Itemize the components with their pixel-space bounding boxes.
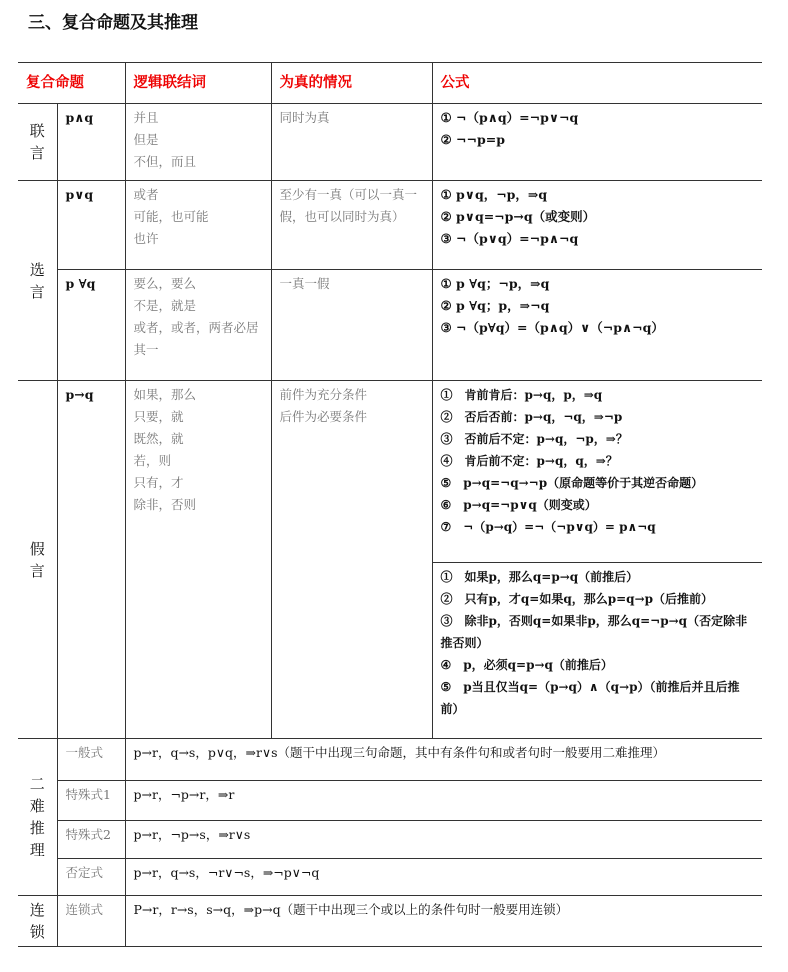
formula: ③ ¬（p∨q）=¬p∧¬q (440, 231, 579, 246)
variant-name: 特殊式2 (57, 821, 125, 859)
formula: ① 肯前肯后：p→q，p，⇒q (440, 388, 603, 402)
truth-cell: 同时为真 (271, 104, 432, 181)
connective: 若，则 (133, 453, 172, 468)
connective: 或者 (133, 187, 159, 202)
truth-line: 前件为充分条件 (279, 387, 368, 402)
formula: ④ 肯后前不定：p→q，q，⇒？ (440, 454, 618, 468)
form-cell: p∨q (57, 181, 125, 270)
truth-cell (271, 381, 432, 739)
formula: ② ¬¬p=p (440, 132, 505, 147)
connective: 并且 (133, 110, 159, 125)
truth-line: 后件为必要条件 (279, 409, 368, 424)
category-cell: 选 言 (18, 181, 57, 381)
table-row (18, 739, 762, 781)
formula: ① p ∀q；¬p，⇒q (440, 276, 550, 291)
connective: 除非，否则 (133, 497, 197, 512)
variant-name: 否定式 (57, 859, 125, 896)
form-cell: p∧q (57, 104, 125, 181)
table-row (18, 270, 762, 381)
truth-cell: 一真一假 (271, 270, 432, 381)
formula-cell: p→r，q→s，¬r∨¬s，⇒¬p∨¬q (125, 859, 762, 896)
connective: 只有，才 (133, 475, 184, 490)
formula: ② p ∀q；p，⇒¬q (440, 298, 550, 313)
formula: ① ¬（p∧q）=¬p∨¬q (440, 110, 579, 125)
category-cell: 二 难 推 理 (18, 739, 57, 896)
formula-cell: p→r，q→s，p∨q，⇒r∨s（题干中出现三句命题，其中有条件句和或者句时一般要用二难推理） (125, 739, 762, 781)
connectives-cell (125, 104, 271, 181)
variant-name: 一般式 (57, 739, 125, 781)
header-connectives: 逻辑联结词 (125, 63, 271, 104)
formula: ③ 除非p，否则q=如果非p，那么q=¬p→q（否定除非推否则） (440, 614, 748, 650)
connective: 不是，就是 (133, 298, 197, 313)
formula-cell (432, 181, 762, 270)
formula-cell (432, 563, 762, 739)
form-cell: p→q (57, 381, 125, 739)
connectives-cell (125, 270, 271, 381)
compound-proposition-table (18, 62, 762, 947)
formula: ⑥ p→q=¬p∨q（则变或） (440, 498, 597, 512)
variant-name: 特殊式1 (57, 781, 125, 821)
category-cell: 联 言 (18, 104, 57, 181)
formula-cell (432, 381, 762, 563)
header-formula: 公式 (432, 63, 762, 104)
table-row (18, 181, 762, 270)
table-row (18, 104, 762, 181)
formula-cell: p→r，¬p→r，⇒r (125, 781, 762, 821)
formula-cell: p→r，¬p→s，⇒r∨s (125, 821, 762, 859)
connective: 也许 (133, 231, 159, 246)
connective: 或者，或者，两者必居其一 (133, 320, 259, 357)
table-row (18, 896, 762, 947)
table-row (18, 381, 762, 563)
category-cell: 连 锁 (18, 896, 57, 947)
header-row (18, 63, 762, 104)
connective: 不但，而且 (133, 154, 197, 169)
connective: 但是 (133, 132, 159, 147)
formula: ⑤ p→q=¬q→¬p（原命题等价于其逆否命题） (440, 476, 704, 490)
table-row (18, 781, 762, 821)
connective: 如果，那么 (133, 387, 197, 402)
formula: ④ p，必须q=p→q（前推后） (440, 658, 613, 672)
formula: ② 只有p，才q=如果q，那么p=q→p（后推前） (440, 592, 714, 606)
formula: ⑤ p当且仅当q=（p→q）∧（q→p）（前推后并且后推前） (440, 680, 740, 716)
truth-cell: 至少有一真（可以一真一假，也可以同时为真） (271, 181, 432, 270)
formula: ③ ¬（p∀q）=（p∧q）∨（¬p∧¬q） (440, 320, 664, 335)
header-truth: 为真的情况 (271, 63, 432, 104)
connective: 只要，就 (133, 409, 184, 424)
category-cell: 假 言 (18, 381, 57, 739)
connective: 既然，就 (133, 431, 184, 446)
formula: ⑦ ¬（p→q）=¬（¬p∨q）= p∧¬q (440, 520, 656, 534)
variant-name: 连锁式 (57, 896, 125, 947)
connective: 可能，也可能 (133, 209, 209, 224)
formula: ② p∨q=¬p→q（或变则） (440, 209, 596, 224)
formula-cell (432, 270, 762, 381)
table-row (18, 821, 762, 859)
formula: ③ 否前后不定：p→q，¬p，⇒？ (440, 432, 628, 446)
connective: 要么，要么 (133, 276, 197, 291)
connectives-cell (125, 381, 271, 739)
connectives-cell (125, 181, 271, 270)
formula: ① 如果p，那么q=p→q（前推后） (440, 570, 639, 584)
formula: ① p∨q，¬p，⇒q (440, 187, 548, 202)
formula: ② 否后否前：p→q，¬q，⇒¬p (440, 410, 623, 424)
formula-cell (432, 104, 762, 181)
header-compound: 复合命题 (18, 63, 125, 104)
section-title: 三、复合命题及其推理 (28, 13, 198, 33)
form-cell: p ∀q (57, 270, 125, 381)
table-row (18, 859, 762, 896)
formula-cell: P→r，r→s，s→q，⇒p→q（题干中出现三个或以上的条件句时一般要用连锁） (125, 896, 762, 947)
